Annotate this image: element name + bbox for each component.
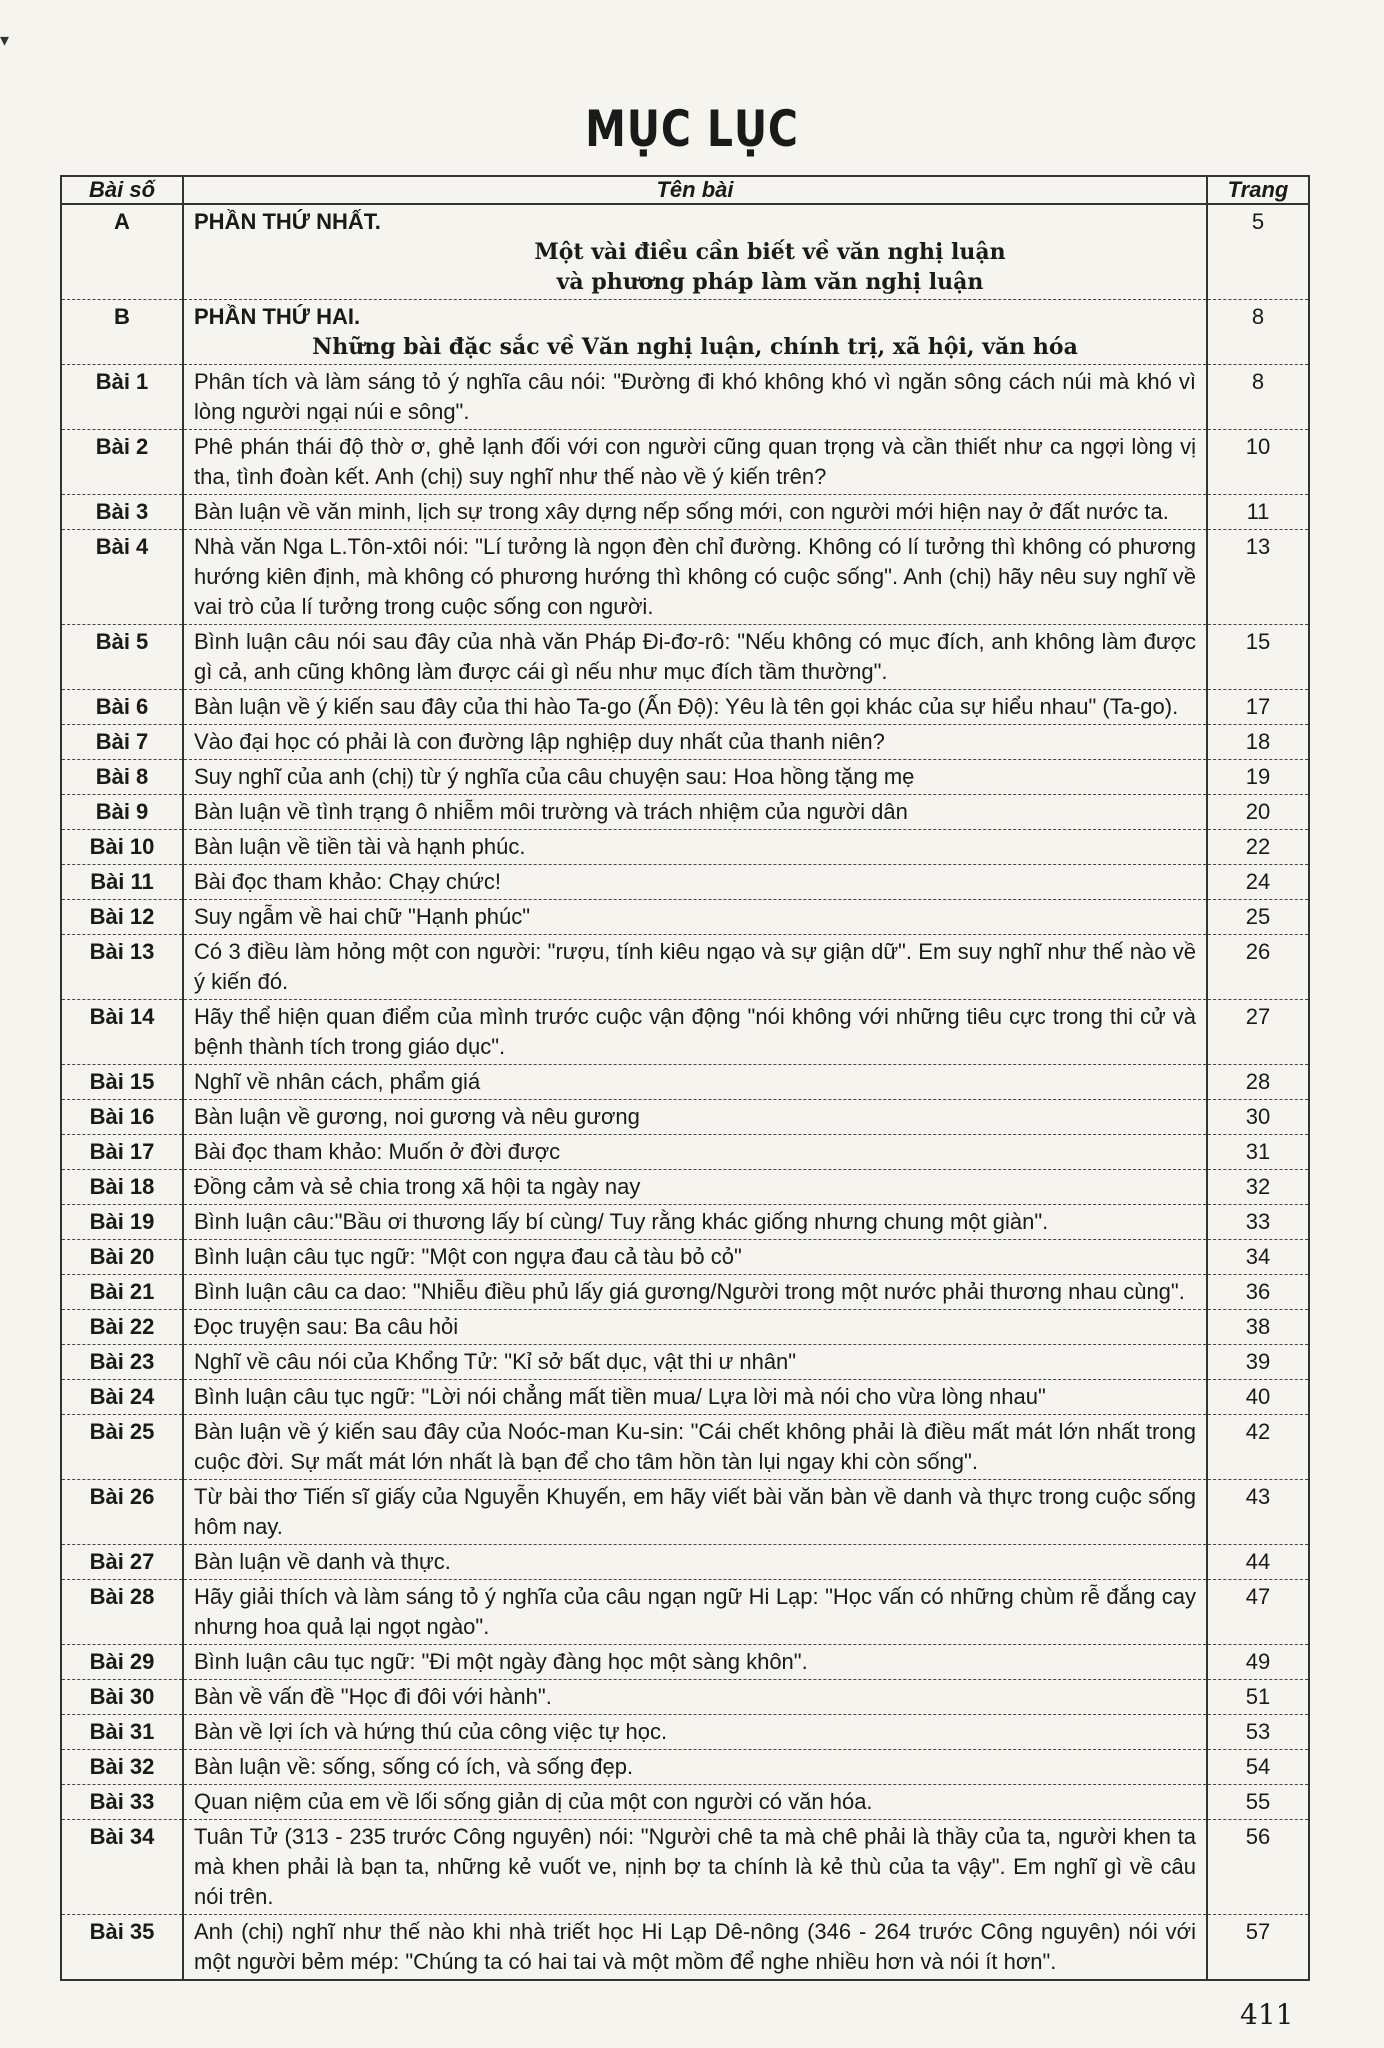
row-page: 19	[1207, 760, 1309, 795]
row-num: Bài 32	[61, 1750, 183, 1785]
row-num: Bài 16	[61, 1100, 183, 1135]
row-title: Bình luận câu ca dao: "Nhiễu điều phủ lấy giá gương/Người trong một nước phải thương nhau cùng".	[183, 1275, 1207, 1310]
table-header-row	[61, 176, 1309, 204]
row-num: Bài 2	[61, 430, 183, 495]
row-title: Bàn luận về ý kiến sau đây của Noóc-man Ku-sin: "Cái chết không phải là điều mất mát lớn nhất trong cuộc đời. Sự mất mát lớn nhất là bạn để cho tâm hồn tàn lụi ngay khi còn sống".	[183, 1415, 1207, 1480]
row-title: Phân tích và làm sáng tỏ ý nghĩa câu nói: "Đường đi khó không khó vì ngăn sông cách núi mà khó vì lòng người ngại núi e sông".	[183, 365, 1207, 430]
header-title: Tên bài	[183, 176, 1207, 204]
table-row	[61, 495, 1309, 530]
header-page: Trang	[1207, 176, 1309, 204]
row-title: Bài đọc tham khảo: Muốn ở đời được	[183, 1135, 1207, 1170]
table-row	[61, 1240, 1309, 1275]
row-page: 10	[1207, 430, 1309, 495]
row-page: 28	[1207, 1065, 1309, 1100]
row-page: 51	[1207, 1680, 1309, 1715]
row-page: 42	[1207, 1415, 1309, 1480]
table-row	[61, 1345, 1309, 1380]
section-a-page: 5	[1207, 204, 1309, 300]
table-row	[61, 1100, 1309, 1135]
row-title: Suy ngẫm về hai chữ "Hạnh phúc"	[183, 900, 1207, 935]
row-num: Bài 34	[61, 1820, 183, 1915]
row-title: Bàn luận về: sống, sống có ích, và sống đẹp.	[183, 1750, 1207, 1785]
table-row	[61, 1785, 1309, 1820]
section-b-num: B	[61, 300, 183, 365]
section-b-title	[183, 300, 1207, 365]
row-title: Bàn luận về văn minh, lịch sự trong xây dựng nếp sống mới, con người mới hiện nay ở đất nước ta.	[183, 495, 1207, 530]
row-title: Đồng cảm và sẻ chia trong xã hội ta ngày nay	[183, 1170, 1207, 1205]
row-page: 24	[1207, 865, 1309, 900]
table-row	[61, 830, 1309, 865]
row-title: Bàn luận về gương, noi gương và nêu gương	[183, 1100, 1207, 1135]
row-page: 49	[1207, 1645, 1309, 1680]
table-row	[61, 725, 1309, 760]
row-num: Bài 13	[61, 935, 183, 1000]
row-title: Suy nghĩ của anh (chị) từ ý nghĩa của câu chuyện sau: Hoa hồng tặng mẹ	[183, 760, 1207, 795]
row-title: Quan niệm của em về lối sống giản dị của một con người có văn hóa.	[183, 1785, 1207, 1820]
row-page: 20	[1207, 795, 1309, 830]
row-page: 34	[1207, 1240, 1309, 1275]
row-num: Bài 26	[61, 1480, 183, 1545]
page-number: 411	[1240, 1998, 1294, 2031]
row-page: 54	[1207, 1750, 1309, 1785]
row-num: Bài 6	[61, 690, 183, 725]
table-row	[61, 1915, 1309, 1981]
row-page: 33	[1207, 1205, 1309, 1240]
row-title: Có 3 điều làm hỏng một con người: "rượu, tính kiêu ngạo và sự giận dữ". Em suy nghĩ như thế nào về ý kiến đó.	[183, 935, 1207, 1000]
row-num: Bài 7	[61, 725, 183, 760]
table-row	[61, 530, 1309, 625]
row-page: 32	[1207, 1170, 1309, 1205]
row-page: 15	[1207, 625, 1309, 690]
row-title: Tuân Tử (313 - 235 trước Công nguyên) nói: "Người chê ta mà chê phải là thầy của ta, người khen ta mà khen phải là bạn ta, những kẻ vuốt ve, nịnh bợ ta chính là kẻ thù của ta vậy". Em nghĩ gì về câu nói trên.	[183, 1820, 1207, 1915]
toc-table	[60, 175, 1310, 1981]
row-page: 57	[1207, 1915, 1309, 1981]
row-num: Bài 29	[61, 1645, 183, 1680]
row-num: Bài 4	[61, 530, 183, 625]
row-page: 26	[1207, 935, 1309, 1000]
table-row	[61, 1480, 1309, 1545]
row-num: Bài 31	[61, 1715, 183, 1750]
table-row	[61, 1135, 1309, 1170]
row-title: Phê phán thái độ thờ ơ, ghẻ lạnh đối với con người cũng quan trọng và cần thiết như ca ngợi lòng vị tha, tình đoàn kết. Anh (chị) suy nghĩ như thế nào về ý kiến trên?	[183, 430, 1207, 495]
row-title: Bình luận câu tục ngữ: "Một con ngựa đau cả tàu bỏ cỏ"	[183, 1240, 1207, 1275]
row-title: Hãy giải thích và làm sáng tỏ ý nghĩa của câu ngạn ngữ Hi Lạp: "Học vấn có những chùm rễ đắng cay nhưng hoa quả lại ngọt ngào".	[183, 1580, 1207, 1645]
row-title: Bình luận câu:"Bầu ơi thương lấy bí cùng/ Tuy rằng khác giống nhưng chung một giàn".	[183, 1205, 1207, 1240]
row-page: 40	[1207, 1380, 1309, 1415]
row-num: Bài 14	[61, 1000, 183, 1065]
row-num: Bài 35	[61, 1915, 183, 1981]
row-page: 47	[1207, 1580, 1309, 1645]
page-title: MỤC LỤC	[585, 100, 799, 158]
row-title: Bàn luận về tình trạng ô nhiễm môi trường và trách nhiệm của người dân	[183, 795, 1207, 830]
row-title: Bàn luận về tiền tài và hạnh phúc.	[183, 830, 1207, 865]
row-page: 31	[1207, 1135, 1309, 1170]
row-num: Bài 17	[61, 1135, 183, 1170]
table-row	[61, 430, 1309, 495]
row-page: 25	[1207, 900, 1309, 935]
table-row	[61, 865, 1309, 900]
row-num: Bài 33	[61, 1785, 183, 1820]
row-page: 11	[1207, 495, 1309, 530]
table-row	[61, 795, 1309, 830]
section-a-title	[183, 204, 1207, 300]
row-num: Bài 20	[61, 1240, 183, 1275]
row-num: Bài 12	[61, 900, 183, 935]
table-row	[61, 365, 1309, 430]
row-title: Nhà văn Nga L.Tôn-xtôi nói: "Lí tưởng là ngọn đèn chỉ đường. Không có lí tưởng thì không có phương hướng kiên định, mà không có phương hướng thì không có cuộc sống". Anh (chị) hãy nêu suy nghĩ về vai trò của lí tưởng trong cuộc sống con người.	[183, 530, 1207, 625]
row-title: Vào đại học có phải là con đường lập nghiệp duy nhất của thanh niên?	[183, 725, 1207, 760]
row-num: Bài 8	[61, 760, 183, 795]
row-title: Bình luận câu tục ngữ: "Đi một ngày đàng học một sàng khôn".	[183, 1645, 1207, 1680]
table-row	[61, 935, 1309, 1000]
table-row	[61, 900, 1309, 935]
row-page: 22	[1207, 830, 1309, 865]
section-a-sub1: Một vài điều cần biết về văn nghị luận	[534, 239, 1006, 265]
section-row-b	[61, 300, 1309, 365]
row-num: Bài 3	[61, 495, 183, 530]
row-num: Bài 24	[61, 1380, 183, 1415]
row-page: 17	[1207, 690, 1309, 725]
table-row	[61, 1275, 1309, 1310]
section-b-page: 8	[1207, 300, 1309, 365]
row-page: 27	[1207, 1000, 1309, 1065]
section-a-num: A	[61, 204, 183, 300]
table-row	[61, 1820, 1309, 1915]
row-title: Bàn về lợi ích và hứng thú của công việc tự học.	[183, 1715, 1207, 1750]
row-title: Từ bài thơ Tiến sĩ giấy của Nguyễn Khuyến, em hãy viết bài văn bàn về danh và thực trong cuộc sống hôm nay.	[183, 1480, 1207, 1545]
table-row	[61, 1415, 1309, 1480]
row-page: 56	[1207, 1820, 1309, 1915]
table-row	[61, 690, 1309, 725]
table-row	[61, 1545, 1309, 1580]
section-a-label: PHẦN THỨ NHẤT.	[194, 209, 381, 234]
row-page: 13	[1207, 530, 1309, 625]
table-row	[61, 1170, 1309, 1205]
section-b-sub: Những bài đặc sắc về Văn nghị luận, chính trị, xã hội, văn hóa	[312, 334, 1078, 360]
row-page: 18	[1207, 725, 1309, 760]
table-row	[61, 1205, 1309, 1240]
row-page: 55	[1207, 1785, 1309, 1820]
table-row	[61, 625, 1309, 690]
row-num: Bài 18	[61, 1170, 183, 1205]
row-num: Bài 11	[61, 865, 183, 900]
section-b-label: PHẦN THỨ HAI.	[194, 304, 361, 329]
row-num: Bài 23	[61, 1345, 183, 1380]
row-num: Bài 25	[61, 1415, 183, 1480]
row-page: 36	[1207, 1275, 1309, 1310]
row-title: Bài đọc tham khảo: Chạy chức!	[183, 865, 1207, 900]
row-page: 53	[1207, 1715, 1309, 1750]
row-title: Hãy thể hiện quan điểm của mình trước cuộc vận động "nói không với những tiêu cực trong thi cử và bệnh thành tích trong giáo dục".	[183, 1000, 1207, 1065]
row-num: Bài 5	[61, 625, 183, 690]
row-page: 8	[1207, 365, 1309, 430]
row-num: Bài 27	[61, 1545, 183, 1580]
table-row	[61, 1380, 1309, 1415]
row-page: 30	[1207, 1100, 1309, 1135]
row-page: 39	[1207, 1345, 1309, 1380]
row-title: Bàn luận về danh và thực.	[183, 1545, 1207, 1580]
row-title: Bình luận câu tục ngữ: "Lời nói chẳng mất tiền mua/ Lựa lời mà nói cho vừa lòng nhau"	[183, 1380, 1207, 1415]
row-num: Bài 22	[61, 1310, 183, 1345]
row-page: 43	[1207, 1480, 1309, 1545]
table-row	[61, 760, 1309, 795]
row-num: Bài 21	[61, 1275, 183, 1310]
row-num: Bài 30	[61, 1680, 183, 1715]
row-num: Bài 28	[61, 1580, 183, 1645]
row-title: Bàn về vấn đề "Học đi đôi với hành".	[183, 1680, 1207, 1715]
section-row-a	[61, 204, 1309, 300]
header-num: Bài số	[61, 176, 183, 204]
row-title: Bình luận câu nói sau đây của nhà văn Pháp Đi-đơ-rô: "Nếu không có mục đích, anh không làm được gì cả, anh cũng không làm được cái gì nếu như mục đích tầm thường".	[183, 625, 1207, 690]
row-page: 38	[1207, 1310, 1309, 1345]
table-row	[61, 1715, 1309, 1750]
corner-mark: ▾	[0, 30, 10, 50]
table-row	[61, 1065, 1309, 1100]
row-title: Anh (chị) nghĩ như thế nào khi nhà triết học Hi Lạp Dê-nông (346 - 264 trước Công nguyên) nói với một người bẻm mép: "Chúng ta có hai tai và một mồm để nghe nhiều hơn và nói ít hơn".	[183, 1915, 1207, 1981]
row-num: Bài 15	[61, 1065, 183, 1100]
table-row	[61, 1645, 1309, 1680]
row-num: Bài 10	[61, 830, 183, 865]
row-num: Bài 19	[61, 1205, 183, 1240]
table-row	[61, 1680, 1309, 1715]
row-title: Nghĩ về nhân cách, phẩm giá	[183, 1065, 1207, 1100]
row-title: Đọc truyện sau: Ba câu hỏi	[183, 1310, 1207, 1345]
row-num: Bài 1	[61, 365, 183, 430]
section-a-sub2: và phương pháp làm văn nghị luận	[556, 269, 984, 295]
row-page: 44	[1207, 1545, 1309, 1580]
table-row	[61, 1580, 1309, 1645]
row-num: Bài 9	[61, 795, 183, 830]
table-row	[61, 1750, 1309, 1785]
row-title: Nghĩ về câu nói của Khổng Tử: "Kỉ sở bất dục, vật thi ư nhân"	[183, 1345, 1207, 1380]
table-row	[61, 1000, 1309, 1065]
row-title: Bàn luận về ý kiến sau đây của thi hào Ta-go (Ấn Độ): Yêu là tên gọi khác của sự hiểu nhau" (Ta-go).	[183, 690, 1207, 725]
table-row	[61, 1310, 1309, 1345]
